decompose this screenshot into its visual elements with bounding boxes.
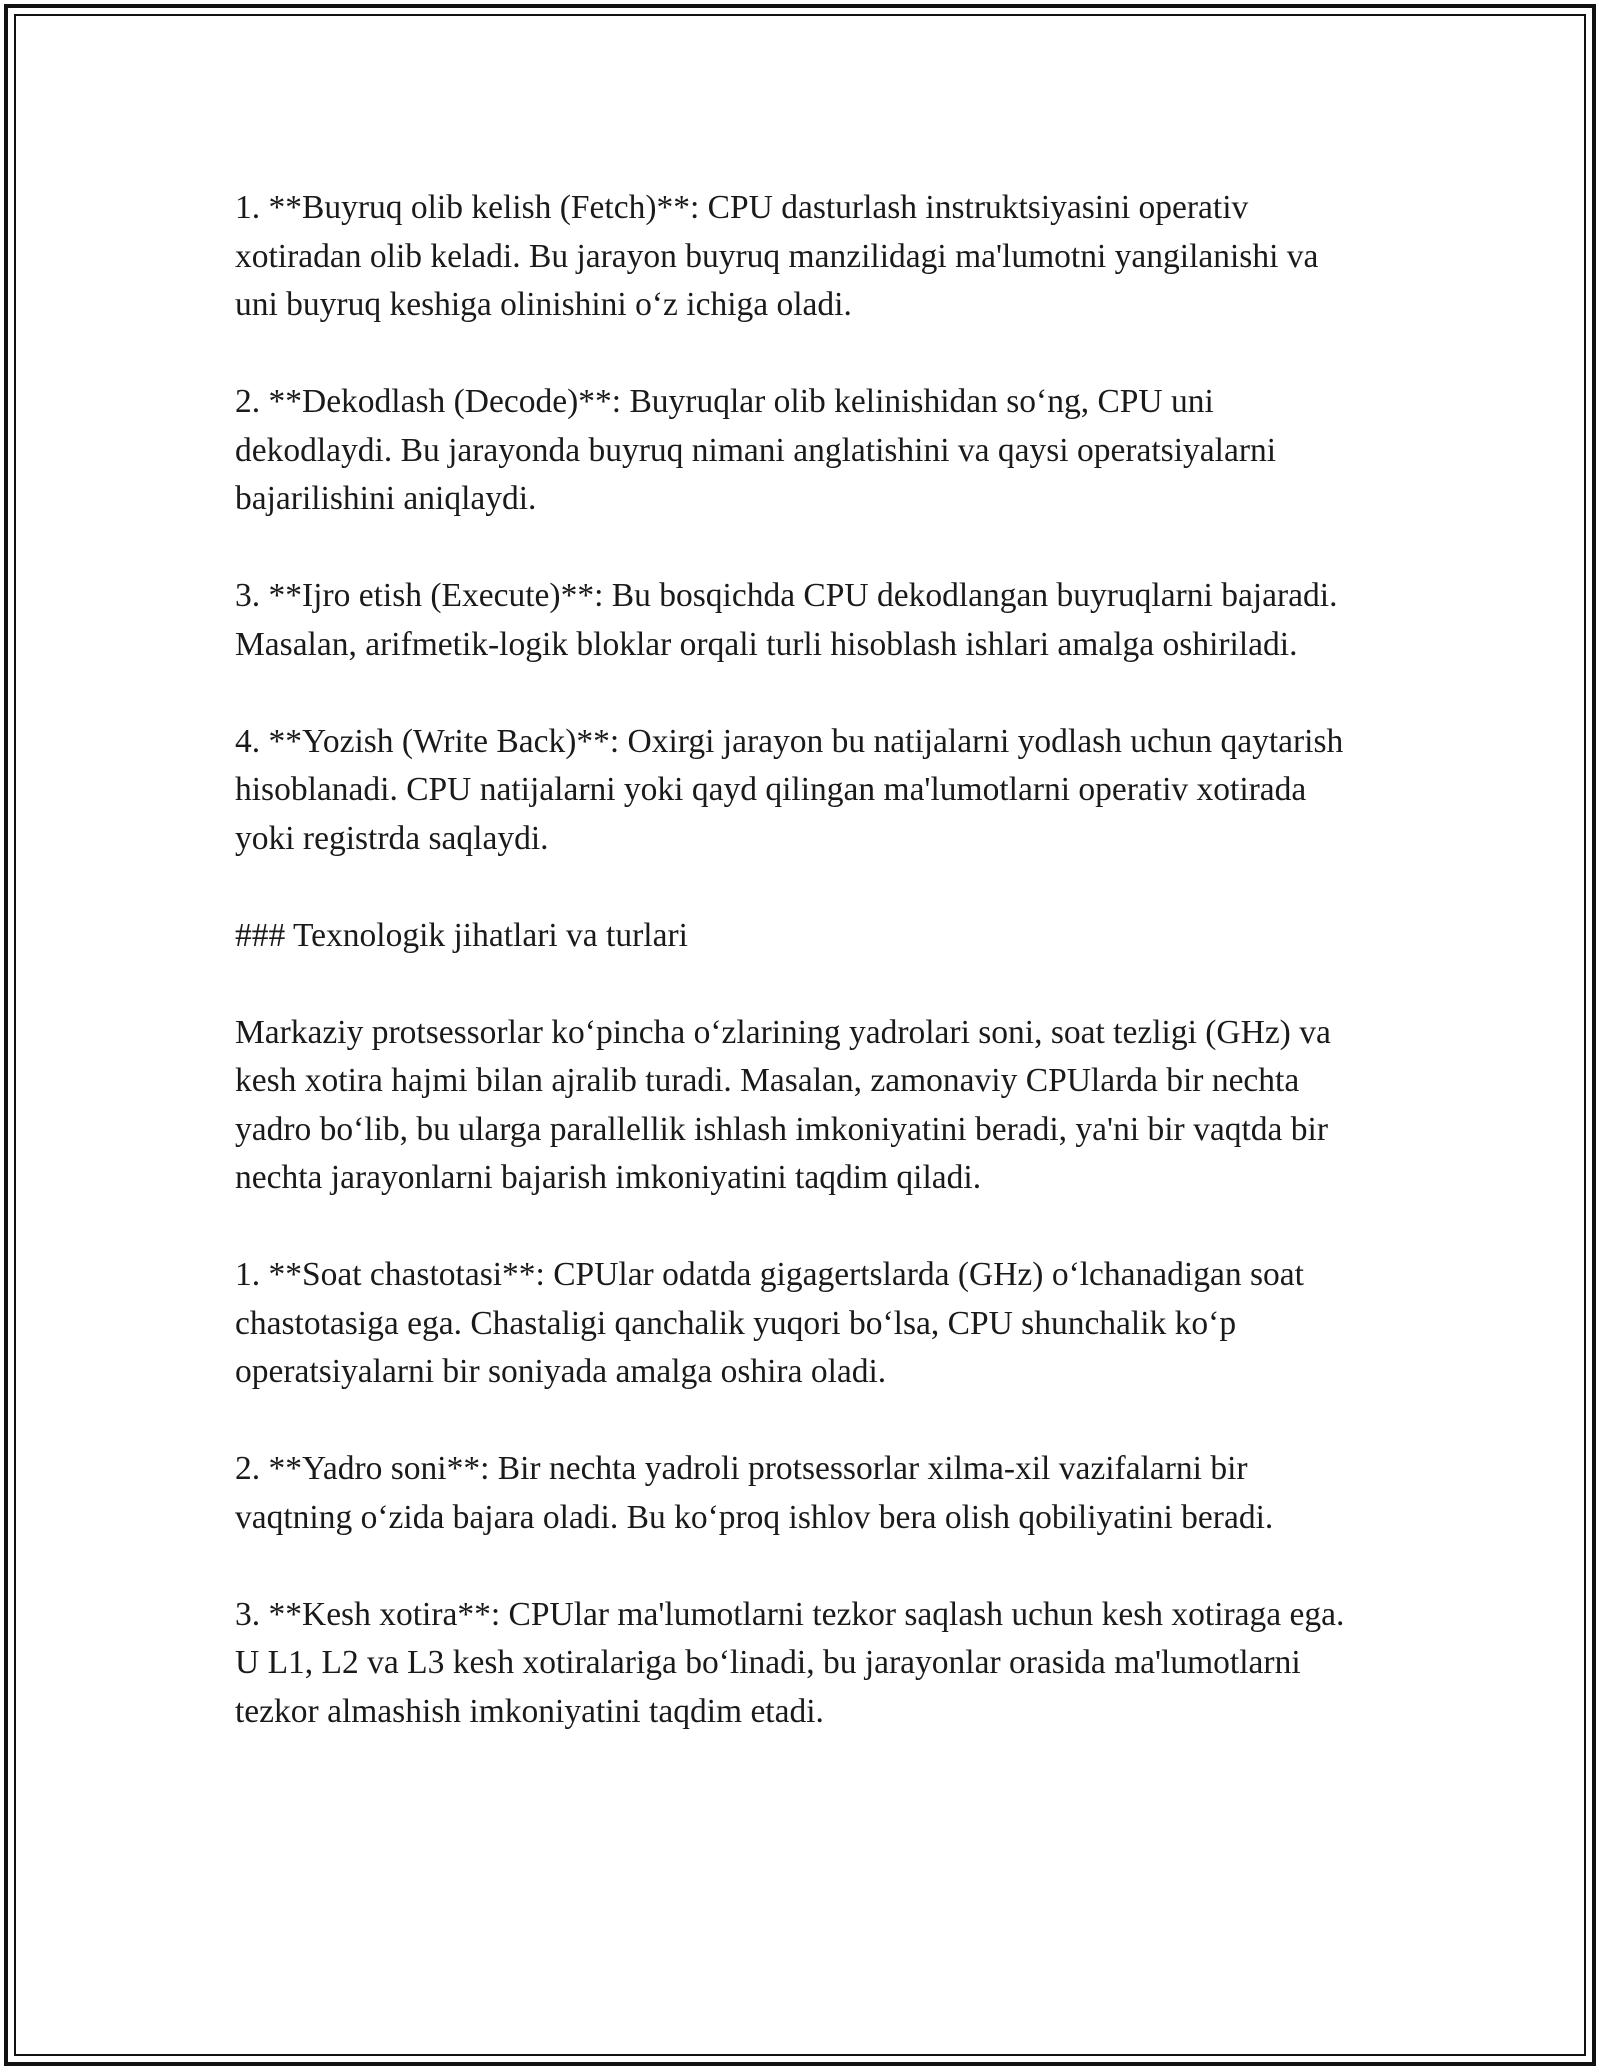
document-body: [235, 184, 1355, 1736]
paragraph-execute: 3. **Ijro etish (Execute)**: Bu bosqichda CPU dekodlangan buyruqlarni bajaradi. Masalan, arifmetik-logik bloklar orqali turli hisoblash ishlari amalga oshiriladi.: [235, 577, 1338, 663]
paragraph-cache-memory: 3. **Kesh xotira**: CPUlar ma'lumotlarni tezkor saqlash uchun kesh xotiraga ega. U L1, L2 va L3 kesh xotiralariga bo‘linadi, bu jarayonlar orasida ma'lumotlarni tezkor almashish imkoniyatini taqdim etadi.: [235, 1595, 1345, 1730]
paragraph-core-count: 2. **Yadro soni**: Bir nechta yadroli protsessorlar xilma-xil vazifalarni bir vaqtning o‘zida bajara oladi. Bu ko‘proq ishlov bera olish qobiliyatini beradi.: [235, 1450, 1274, 1536]
paragraph-clock-frequency: 1. **Soat chastotasi**: CPUlar odatda gigagertslarda (GHz) o‘lchanadigan soat chastotasiga ega. Chastaligi qanchalik yuqori bo‘lsa, CPU shunchalik ko‘p operatsiyalarni bir soniyada amalga oshira oladi.: [235, 1256, 1304, 1390]
paragraph-write-back: 4. **Yozish (Write Back)**: Oxirgi jarayon bu natijalarni yodlash uchun qaytarish hisoblanadi. CPU natijalarni yoki qayd qilingan ma'lumotlarni operativ xotirada yoki registrda saqlaydi.: [235, 722, 1344, 857]
paragraph-decode: 2. **Dekodlash (Decode)**: Buyruqlar olib kelinishidan so‘ng, CPU uni dekodlaydi. Bu jarayonda buyruq nimani anglatishini va qaysi operatsiyalarni bajarilishini aniqlaydi.: [235, 383, 1277, 517]
paragraph-overview: Markaziy protsessorlar ko‘pincha o‘zlarining yadrolari soni, soat tezligi (GHz) va kesh xotira hajmi bilan ajralib turadi. Masalan, zamonaviy CPUlarda bir nechta yadro bo‘lib, bu ularga parallellik ishlash imkoniyatini beradi, ya'ni bir vaqtda bir nechta jarayonlarni bajarish imkoniyatini taqdim qiladi.: [235, 1013, 1331, 1196]
section-heading: ### Texnologik jihatlari va turlari: [235, 916, 688, 954]
paragraph-fetch: 1. **Buyruq olib kelish (Fetch)**: CPU dasturlash instruktsiyasini operativ xotiradan olib keladi. Bu jarayon buyruq manzilidagi ma'lumotni yangilanishi va uni buyruq keshiga olinishini o‘z ichiga oladi.: [235, 189, 1319, 323]
